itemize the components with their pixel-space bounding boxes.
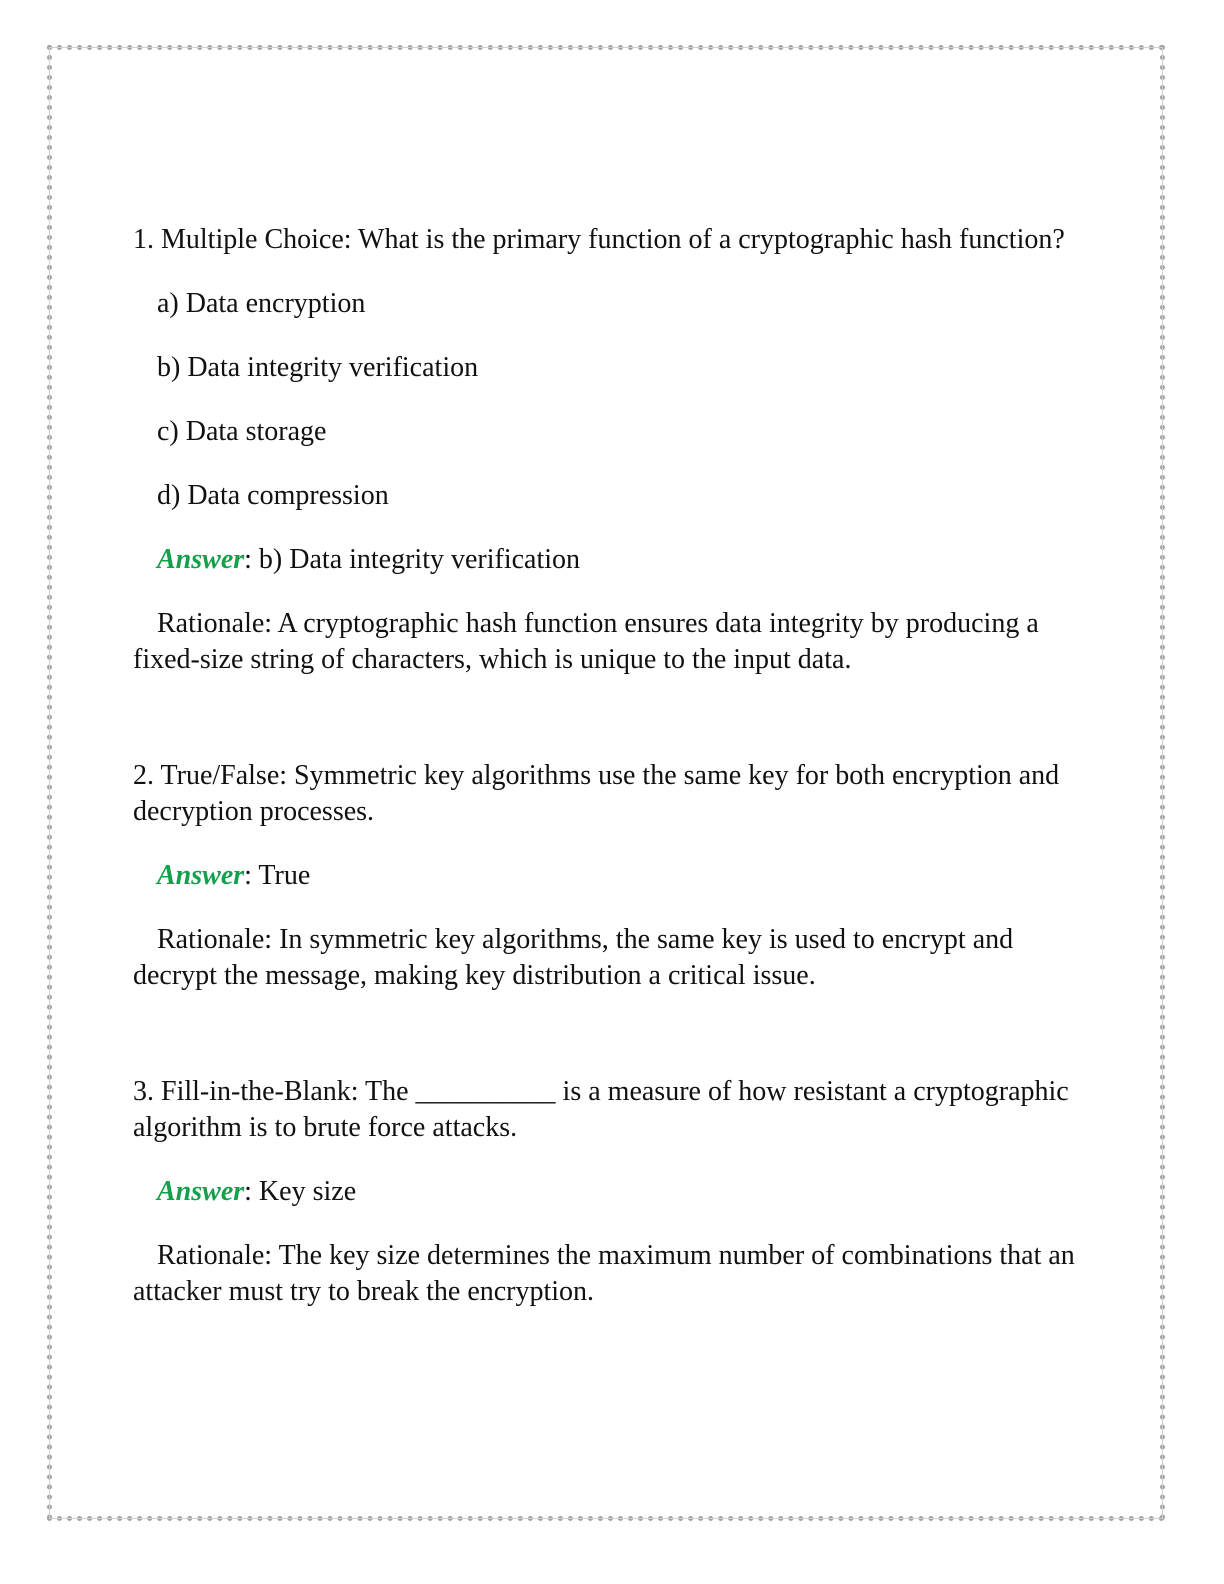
answer-label: Answer (157, 544, 245, 575)
option-b: b) Data integrity verification (157, 352, 479, 383)
answer-line (157, 1174, 1093, 1210)
option-a: a) Data encryption (157, 288, 366, 319)
answer-line (157, 542, 1093, 578)
answer-label: Answer (157, 1176, 245, 1207)
quiz-content (133, 222, 1093, 1310)
answer-line (157, 858, 1093, 894)
option-d: d) Data compression (157, 480, 389, 511)
question-block-2 (133, 758, 1093, 994)
question-block-1 (133, 222, 1093, 678)
rationale-text: Rationale: The key size determines the maximum number of combinations that an attacker must try to break the encryption. (133, 1240, 1075, 1307)
answer-label: Answer (157, 860, 245, 891)
question-text: 3. Fill-in-the-Blank: The __________ is a measure of how resistant a cryptographic algorithm is to brute force attacks. (133, 1076, 1069, 1143)
answer-value: : Key size (244, 1176, 357, 1207)
option-c: c) Data storage (157, 416, 327, 447)
answer-value: : True (244, 860, 311, 891)
question-text: 1. Multiple Choice: What is the primary function of a cryptographic hash function? (133, 224, 1065, 255)
question-block-3 (133, 1074, 1093, 1310)
rationale-text: Rationale: A cryptographic hash function ensures data integrity by producing a fixed-size string of characters, which is unique to the input data. (133, 608, 1039, 675)
answer-value: : b) Data integrity verification (244, 544, 581, 575)
question-text: 2. True/False: Symmetric key algorithms use the same key for both encryption and decryption processes. (133, 760, 1060, 827)
rationale-text: Rationale: In symmetric key algorithms, the same key is used to encrypt and decrypt the message, making key distribution a critical issue. (133, 924, 1014, 991)
